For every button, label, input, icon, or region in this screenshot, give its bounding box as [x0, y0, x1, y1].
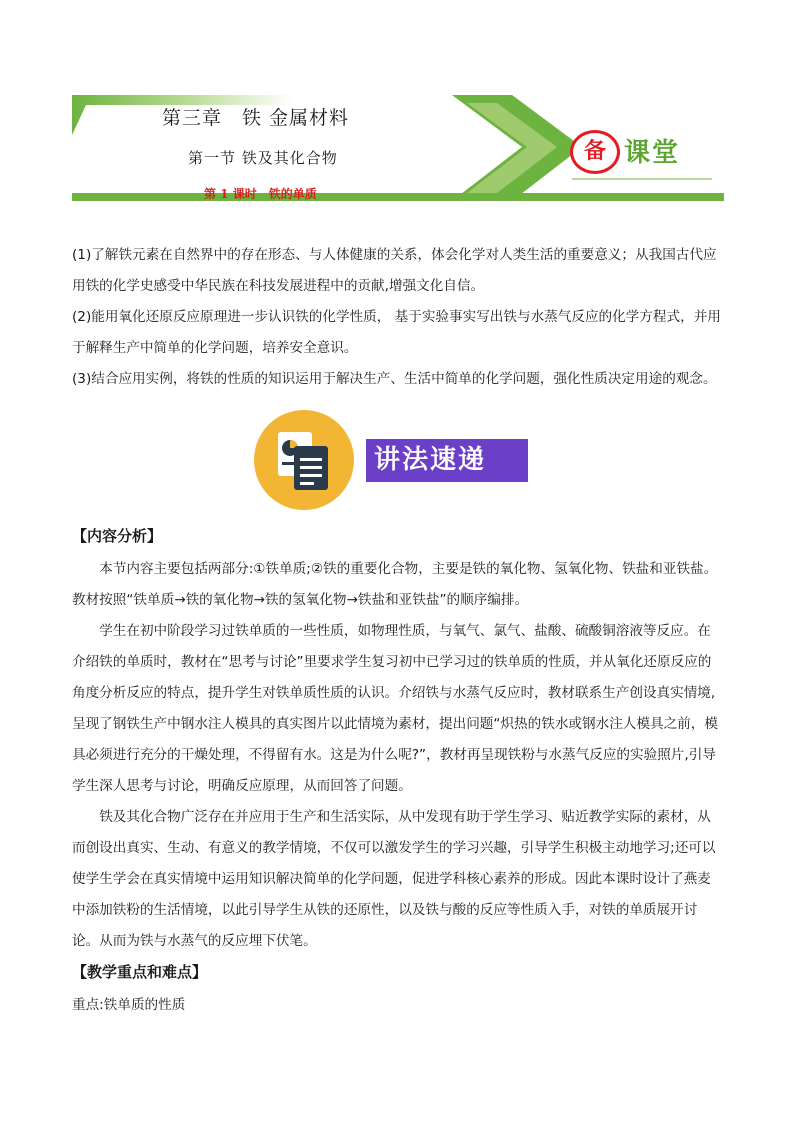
key-points-heading: 【教学重点和难点】: [72, 963, 208, 981]
objective-3: (3)结合应用实例，将铁的性质的知识运用于解决生产、生活中简单的化学问题，强化性质决定用途的观念。: [72, 371, 717, 387]
analysis-paragraph-2: 学生在初中阶段学习过铁单质的一些性质，如物理性质，与氧气、氯气、盐酸、硫酸铜溶液等反应。在介绍铁的单质时，教材在“思考与讨论”里要求学生复习初中已学习过的铁单质的性质，并从氧化还原反应的角度分析反应的特点，提升学生对铁单质性质的认识。介绍铁与水蒸气反应时，教材联系生产创设真实情境,呈现了钢铁生产中钢水注人模具的真实图片以此情境为素材，提出问题“炽热的铁水或钢水注人模具之前，模具必须进行充分的干燥处理，不得留有水。这是为什么呢?”，教材再呈现铁粉与水蒸气反应的实验照片,引导学生深人思考与讨论，明确反应原理，从而回答了问题。: [72, 623, 718, 794]
key-points-line: 重点:铁单质的性质: [72, 997, 186, 1013]
logo-text: 课堂: [624, 138, 681, 168]
content-analysis-heading: 【内容分析】: [72, 527, 163, 545]
badge-circle: [254, 410, 354, 510]
objective-1: (1)了解铁元素在自然界中的存在形态、与人体健康的关系，体会化学对人类生活的重要意义；从我国古代应用铁的化学史感受中华民族在科技发展进程中的贡献,增强文化自信。: [72, 247, 717, 294]
badge-label: 讲法速递: [366, 439, 528, 482]
analysis-paragraph-3: 铁及其化合物广泛存在并应用于生产和生活实际，从中发现有助于学生学习、贴近教学实际的素材，从而创设出真实、生动、有意义的教学情境，不仅可以激发学生的学习兴趣，引导学生积极主动地学习;还可以使学生学会在真实情境中运用知识解决简单的化学问题，促进学科核心素养的形成。因此本课时设计了燕麦中添加铁粉的生活情境，以此引导学生从铁的还原性，以及铁与酸的反应等性质入手，对铁的单质展开讨论。从而为铁与水蒸气的反应埋下伏笔。: [72, 809, 716, 949]
banner-bottom-bar: [72, 193, 724, 201]
chapter-title: 第三章 铁 金属材料: [162, 107, 350, 129]
objective-2: (2)能用氧化还原反应原理进一步认识铁的化学性质， 基于实验事实写出铁与水蒸气反应的化学方程式，并用于解释生产中简单的化学问题，培养安全意识。: [72, 309, 721, 356]
logo-circle: 备: [570, 130, 620, 174]
section-title: 第一节 铁及其化合物: [188, 149, 338, 167]
lesson-title: 第 1 课时 铁的单质: [204, 187, 317, 201]
banner-chevron-dark: [452, 95, 582, 201]
analysis-paragraph-1: 本节内容主要包括两部分:①铁单质;②铁的重要化合物，主要是铁的氧化物、氢氧化物、铁盐和亚铁盐。教材按照“铁单质→铁的氧化物→铁的氢氧化物→铁盐和亚铁盐”的顺序编排。: [72, 561, 718, 608]
document-icon: [254, 410, 354, 510]
